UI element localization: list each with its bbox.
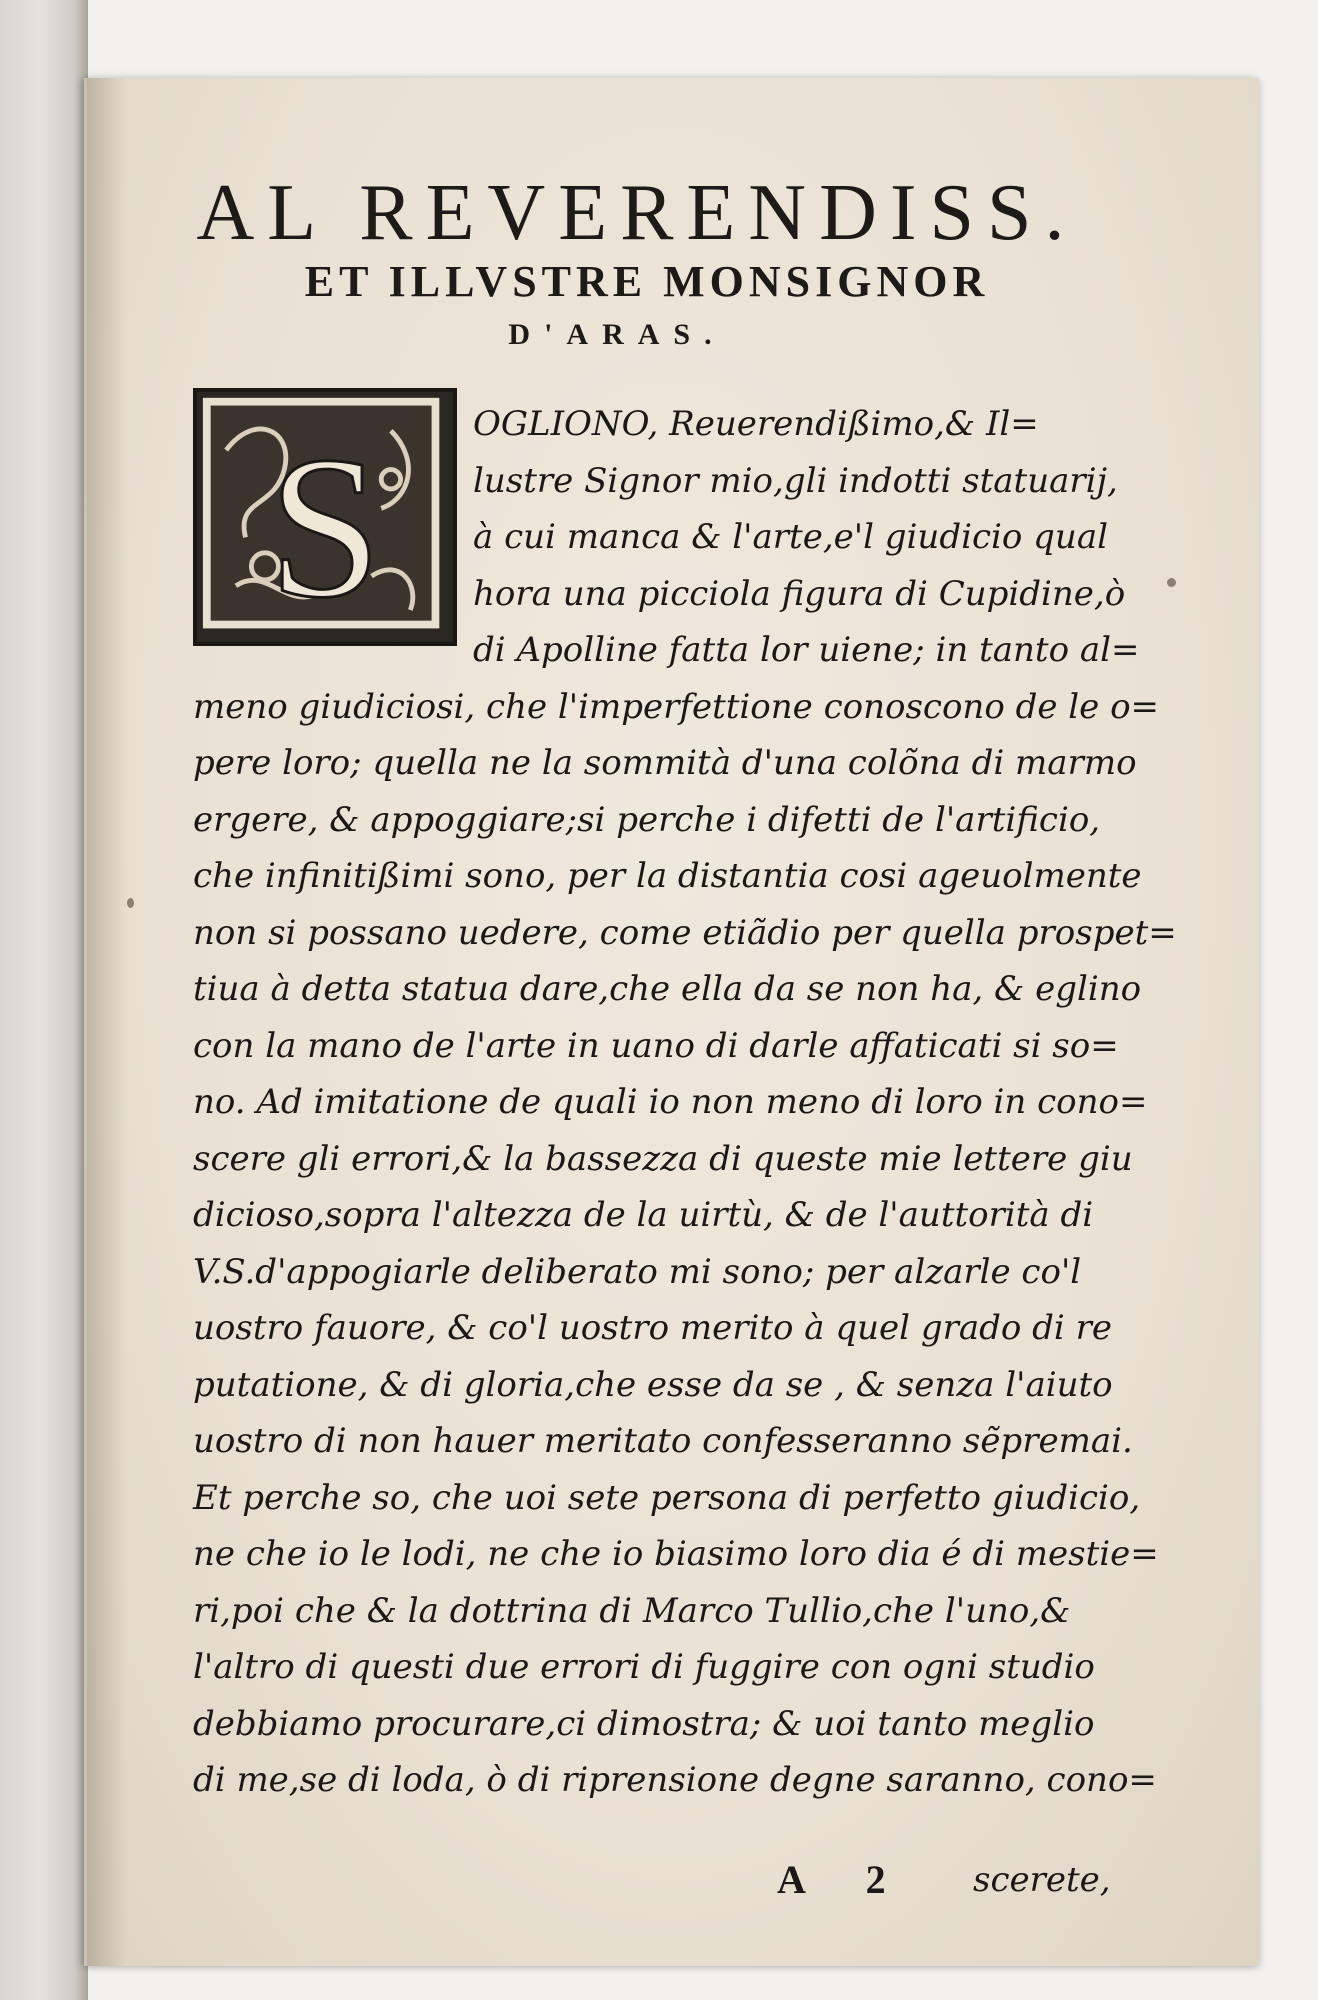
text-line: ne che io le lodi, ne che io biasimo loro dia é di mestie=	[193, 1534, 1159, 1574]
text-line: hora una picciola figura di Cupidine,ò	[473, 573, 1126, 614]
previous-page-edge	[0, 0, 88, 2000]
text-line: di me,se di loda, ò di riprensione degne saranno, cono=	[193, 1760, 1157, 1800]
text-line: scere gli errori,& la bassezza di queste mie lettere giu	[193, 1138, 1133, 1179]
text-line: uostro di non hauer meritato confesseranno sẽpremai.	[193, 1421, 1133, 1461]
text-line: dicioso,sopra l'altezza de la uirtù, & de l'auttorità di	[193, 1195, 1094, 1235]
text-line: ri,poi che & la dottrina di Marco Tullio,che l'uno,&	[193, 1590, 1071, 1631]
text-line: non si possano uedere, come etiãdio per quella prospet=	[193, 912, 1177, 953]
text-line: V.S.d'appogiarle deliberato mi sono; per alzarle co'l	[193, 1251, 1082, 1292]
dedication-heading-line-1: AL REVERENDISS.	[196, 169, 1078, 257]
book-page	[84, 78, 1259, 1966]
initial-letter: S	[268, 415, 382, 641]
text-line: putatione, & di gloria,che esse da se , & senza l'aiuto	[193, 1364, 1113, 1405]
signature-mark: A 2	[777, 1857, 912, 1902]
text-line: Et perche so, che uoi sete persona di perfetto giudicio,	[193, 1477, 1141, 1518]
text-line: meno giudiciosi, che l'imperfettione conoscono de le o=	[193, 686, 1160, 727]
text-line: uostro fauore, & co'l uostro merito à quel grado di re	[193, 1308, 1112, 1348]
text-line: lustre Signor mio,gli indotti statuarij,	[473, 460, 1118, 501]
ink-speck	[127, 898, 134, 908]
catchword: scerete,	[973, 1860, 1111, 1900]
gutter-shadow	[87, 78, 127, 1966]
text-line: debbiamo procurare,ci dimostra; & uoi tanto meglio	[193, 1703, 1095, 1744]
text-line: OGLIONO, Reuerendißimo,& Il=	[473, 404, 1039, 444]
text-line: che infinitißimi sono, per la distantia cosi ageuolmente	[193, 856, 1142, 896]
text-line: l'altro di questi due errori di fuggire con ogni studio	[193, 1647, 1095, 1687]
text-line: pere loro; quella ne la sommità d'una colõna di marmo	[193, 743, 1137, 783]
text-line: no. Ad imitatione de quali io non meno di loro in cono=	[193, 1082, 1148, 1122]
ink-speck	[1167, 578, 1176, 587]
text-line: di Apolline fatta lor uiene; in tanto al=	[473, 630, 1140, 670]
text-line: con la mano de l'arte in uano di darle affaticati si so=	[193, 1025, 1119, 1066]
dedication-heading-line-3: D'ARAS.	[508, 318, 726, 351]
text-line: tiua à detta statua dare,che ella da se non ha, & eglino	[193, 969, 1142, 1009]
body-text	[193, 396, 1177, 1809]
text-line: ergere, & appoggiare;si perche i difetti de l'artificio,	[193, 799, 1101, 840]
page-footer	[87, 1856, 1259, 1912]
dedication-heading-line-2: ET ILLVSTRE MONSIGNOR	[304, 257, 990, 306]
text-line: à cui manca & l'arte,e'l giudicio qual	[473, 517, 1108, 557]
